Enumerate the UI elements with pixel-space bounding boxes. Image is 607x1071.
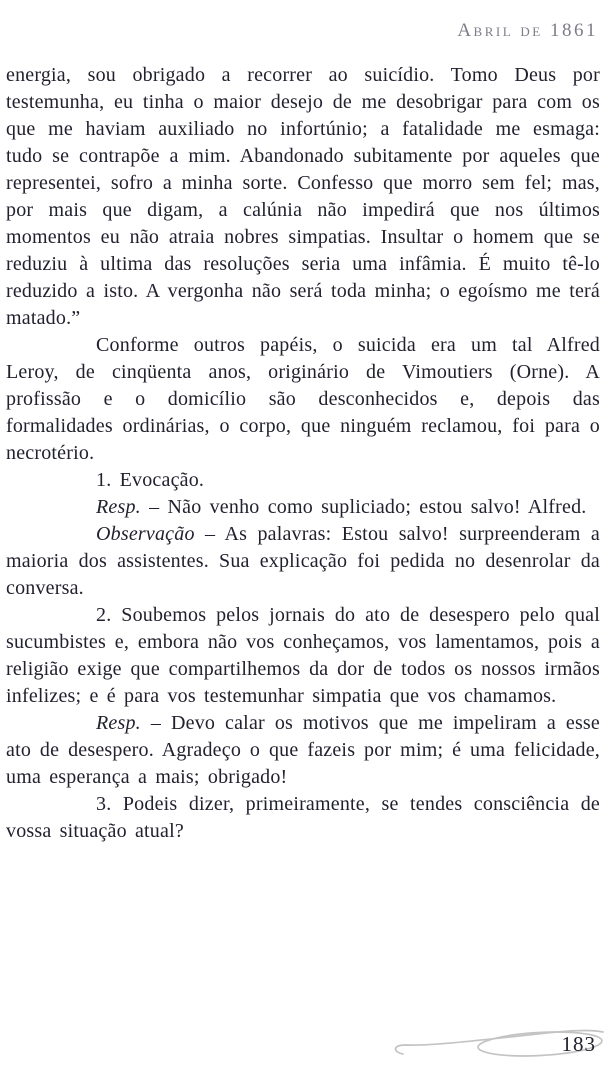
paragraph-lead: Resp. — [96, 712, 141, 734]
paragraph: energia, sou obrigado a recorrer ao suicídio. Tomo Deus por testemunha, eu tinha o maior desejo de me desobrigar para com os que me haviam auxiliado no infortúnio; a fatalidade me esmaga: tudo se contrapõe a mim. Abandonado subitamente por aqueles que representei, sofro a minha sorte. Confesso que morro sem fel; mas, por mais que digam, a calúnia não impedirá que nos últimos momentos eu não atraia nobres simpatias. Insultar o homem que se reduziu à ultima das resoluções seria uma infâmia. É muito tê-lo reduzido a isto. A vergonha não será toda minha; o egoísmo me terá matado.” — [6, 64, 600, 329]
page-footer — [387, 1017, 607, 1065]
paragraph: 3. Podeis dizer, primeiramente, se tendes consciência de vossa situação atual? — [6, 793, 600, 842]
paragraph-text: – Não venho como supliciado; estou salvo! Alfred. — [140, 496, 587, 518]
paragraph: 1. Evocação. — [96, 469, 205, 491]
paragraph: Conforme outros papéis, o suicida era um tal Alfred Leroy, de cinqüenta anos, originário de Vimoutiers (Orne). A profissão e o domicílio são desconhecidos e, depois das formalidades ordinárias, o corpo, que ninguém reclamou, foi para o necrotério. — [6, 334, 600, 464]
paragraph-lead: Observação — [96, 523, 195, 545]
page-body — [6, 62, 600, 845]
paragraph-text: – As palavras: Estou salvo! surpreenderam a maioria dos assistentes. Sua explicação foi pedida no desenrolar da conversa. — [6, 523, 600, 599]
paragraph — [6, 494, 600, 521]
paragraph-lead: Resp. — [96, 496, 141, 518]
paragraph-text: – Devo calar os motivos que me impeliram a esse ato de desespero. Agradeço o que fazeis por mim; é uma felicidade, uma esperança a mais; obrigado! — [6, 712, 600, 788]
paragraph — [6, 710, 600, 791]
paragraph: 2. Soubemos pelos jornais do ato de desespero pelo qual sucumbistes e, embora não vos conheçamos, vos lamentamos, pois a religião exige que compartilhemos da dor de todos os nossos irmãos infelizes; e é para vos testemunhar simpatia que vos chamamos. — [6, 604, 600, 707]
paragraph — [6, 521, 600, 602]
page-number: 183 — [561, 1032, 596, 1056]
running-header: Abril de 1861 — [457, 20, 598, 41]
